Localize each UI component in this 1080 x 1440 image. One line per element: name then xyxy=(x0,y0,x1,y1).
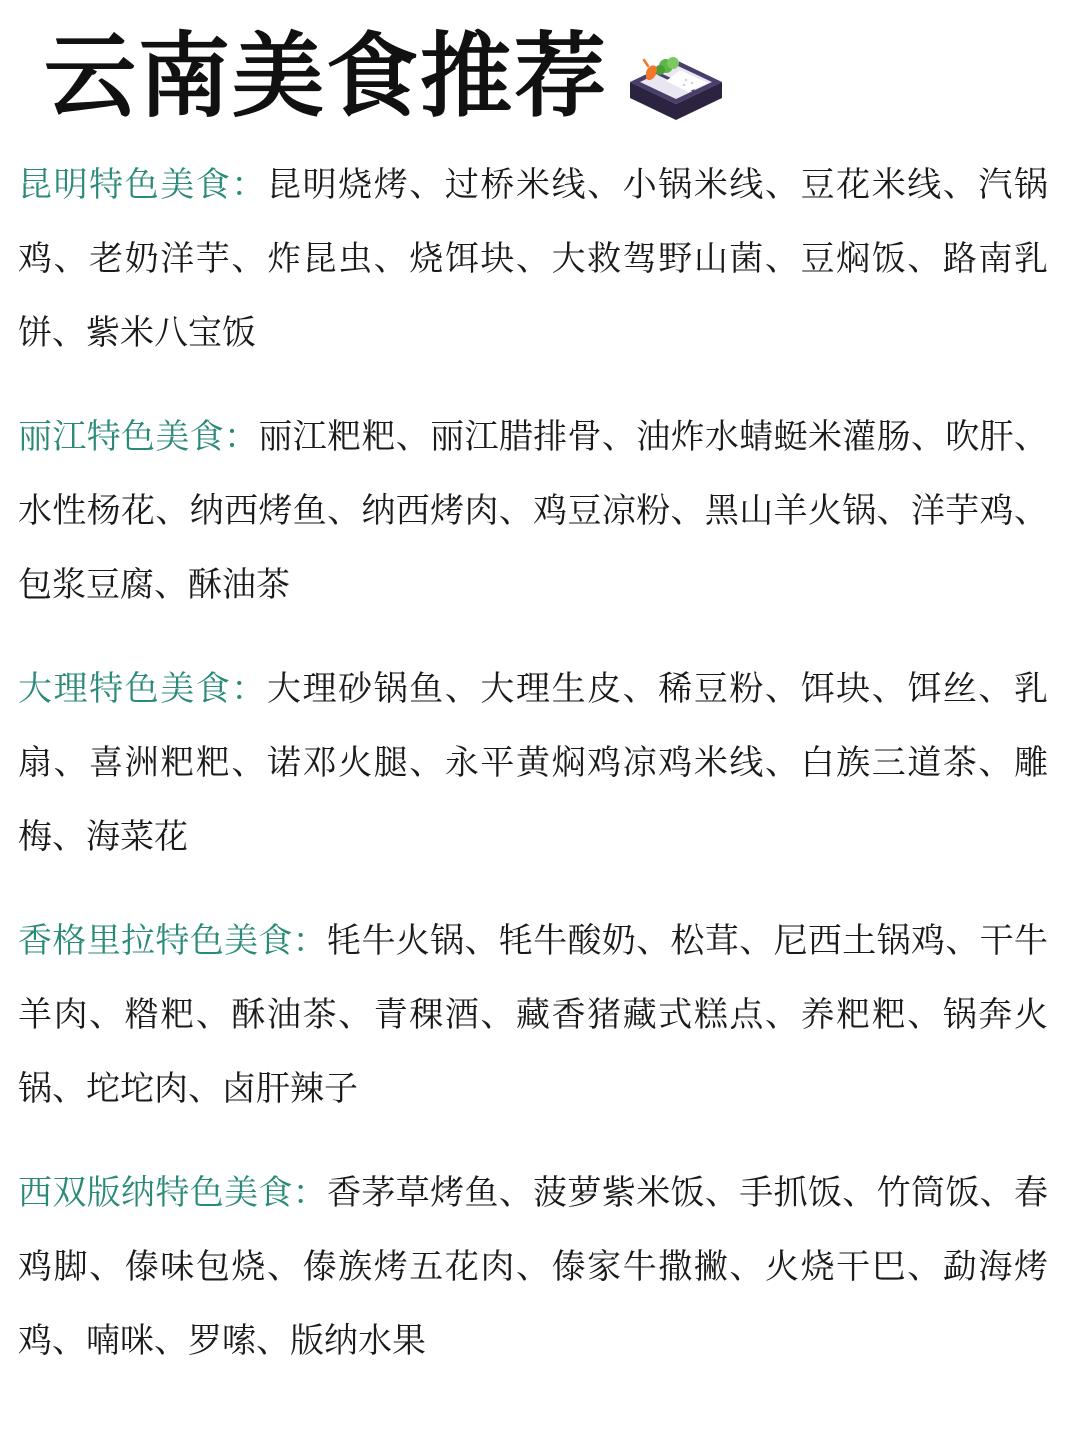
section-xishuangbanna xyxy=(18,1156,1048,1378)
section-kunming xyxy=(18,148,1048,370)
section-lijiang xyxy=(18,400,1048,622)
title-row xyxy=(44,22,726,132)
section-label: 大理特色美食： xyxy=(18,669,267,709)
section-foods: 牦牛火锅、牦牛酸奶、松茸、尼西土锅鸡、干牛羊肉、糌粑、酥油茶、青稞酒、藏香猪藏式糕点、养粑粑、锅奔火锅、坨坨肉、卤肝辣子 xyxy=(18,921,1049,1109)
section-label: 昆明特色美食： xyxy=(18,165,267,205)
section-label: 丽江特色美食： xyxy=(18,417,259,457)
page-title: 云南美食推荐 xyxy=(44,23,609,130)
bento-box-icon xyxy=(626,52,726,122)
section-dali xyxy=(18,652,1048,874)
section-label: 西双版纳特色美食： xyxy=(18,1173,328,1213)
section-foods: 香茅草烤鱼、菠萝紫米饭、手抓饭、竹筒饭、春鸡脚、傣味包烧、傣族烤五花肉、傣家牛撒撇、火烧干巴、勐海烤鸡、喃咪、罗嗦、版纳水果 xyxy=(18,1173,1049,1361)
section-shangri-la xyxy=(18,904,1048,1126)
section-foods: 昆明烧烤、过桥米线、小锅米线、豆花米线、汽锅鸡、老奶洋芋、炸昆虫、烧饵块、大救驾野山菌、豆焖饭、路南乳饼、紫米八宝饭 xyxy=(18,165,1048,353)
section-foods: 丽江粑粑、丽江腊排骨、油炸水蜻蜓米灌肠、吹肝、水性杨花、纳西烤鱼、纳西烤肉、鸡豆凉粉、黑山羊火锅、洋芋鸡、包浆豆腐、酥油茶 xyxy=(18,417,1049,605)
section-foods: 大理砂锅鱼、大理生皮、稀豆粉、饵块、饵丝、乳扇、喜洲粑粑、诺邓火腿、永平黄焖鸡凉鸡米线、白族三道茶、雕梅、海菜花 xyxy=(18,669,1048,857)
food-sections xyxy=(18,148,1048,1408)
section-label: 香格里拉特色美食： xyxy=(18,921,328,961)
